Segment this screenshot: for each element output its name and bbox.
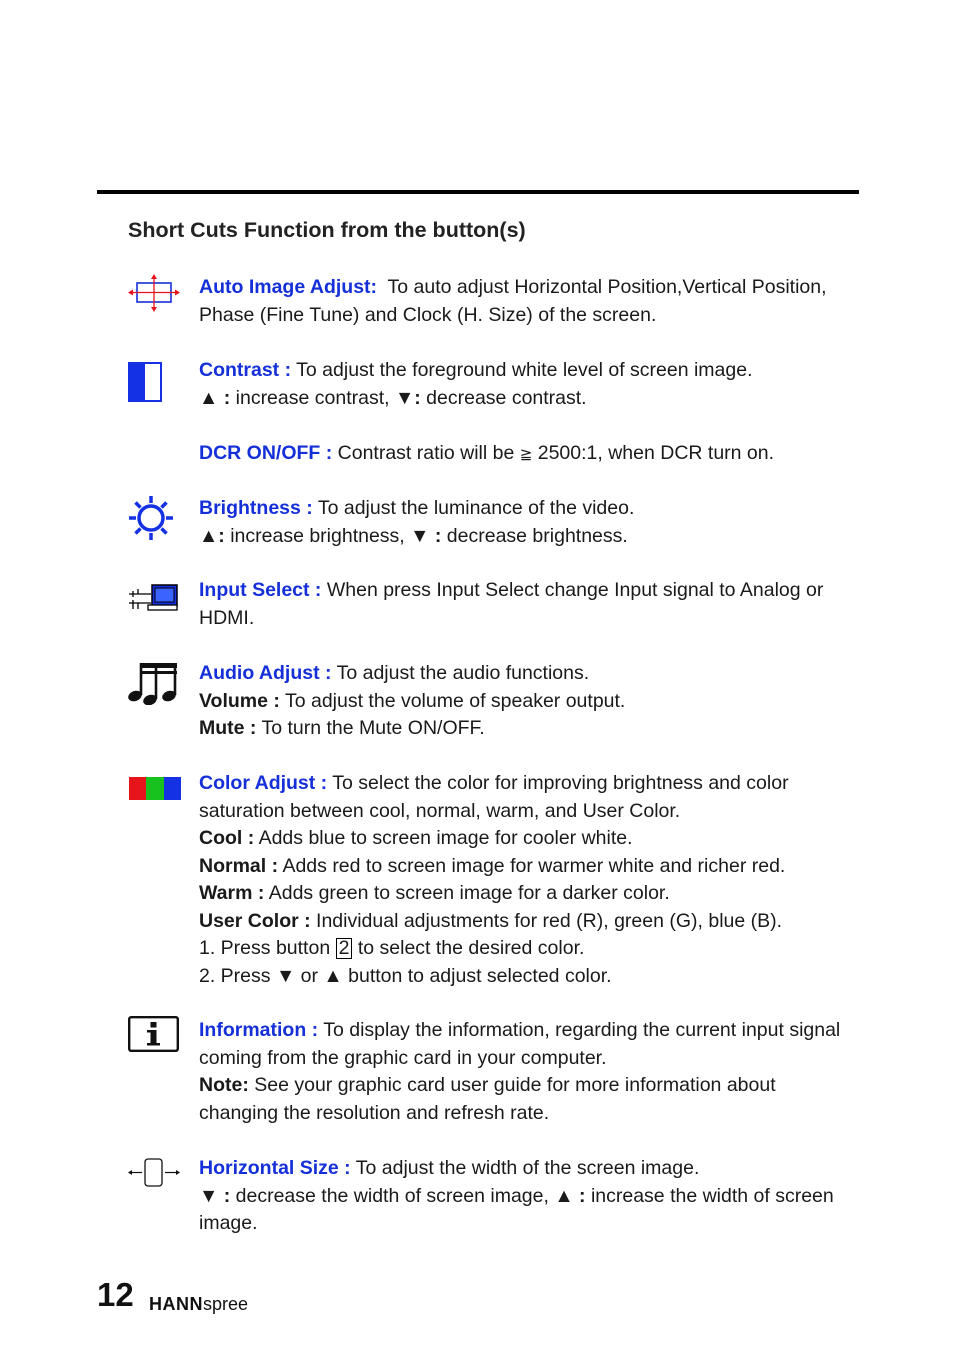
contrast-section xyxy=(199,357,889,412)
dcr-title: DCR ON/OFF : xyxy=(199,442,333,464)
brightness-text: To adjust the luminance of the video. xyxy=(312,497,635,519)
brand-light-text: spree xyxy=(203,1294,249,1314)
brightness-up-text: increase brightness, xyxy=(224,524,411,547)
color-adjust-line2: saturation between cool, normal, warm, and User Color. xyxy=(199,799,681,822)
contrast-up-symbol: ▲ : xyxy=(199,386,231,409)
auto-adjust-icon xyxy=(127,274,181,312)
dcr-text-b: 2500:1, when DCR turn on. xyxy=(532,442,775,464)
volume-text: To adjust the volume of speaker output. xyxy=(279,689,626,712)
red-bar xyxy=(129,777,146,800)
user-color-label: User Color : xyxy=(199,909,311,932)
horizontal-size-line3: image. xyxy=(199,1212,258,1234)
auto-adjust-section xyxy=(199,274,889,329)
contrast-down-symbol: ▼: xyxy=(394,386,421,409)
contrast-icon xyxy=(128,362,162,402)
note-label: Note: xyxy=(199,1074,249,1096)
sun-icon xyxy=(127,494,175,542)
dcr-text-a: Contrast ratio will be xyxy=(332,442,520,464)
page-number: 12 xyxy=(97,1276,134,1313)
brand-logo xyxy=(149,1294,248,1315)
normal-text: Adds red to screen image for warmer white and richer red. xyxy=(278,854,786,877)
horizontal-size-text: To adjust the width of the screen image. xyxy=(350,1157,700,1179)
cool-label: Cool : xyxy=(199,827,255,849)
button-2-box: 2 xyxy=(336,938,353,959)
hsize-down-symbol: ▼ : xyxy=(199,1184,231,1207)
dcr-ge-symbol: ≧ xyxy=(519,446,533,463)
blue-bar xyxy=(164,777,181,800)
user-color-text: Individual adjustments for red (R), green (G), blue (B). xyxy=(310,909,783,932)
warm-text: Adds green to screen image for a darker color. xyxy=(264,882,670,904)
brightness-down-symbol: ▼ : xyxy=(410,524,442,547)
info-icon xyxy=(128,1016,179,1052)
mute-label: Mute : xyxy=(199,717,257,739)
volume-label: Volume : xyxy=(199,689,280,712)
rgb-bars-icon xyxy=(129,777,181,800)
input-select-icon xyxy=(127,583,179,613)
input-select-title: Input Select : xyxy=(199,579,322,601)
information-text: To display the information, regarding the current input signal xyxy=(318,1019,841,1041)
audio-text: To adjust the audio functions. xyxy=(331,662,590,684)
information-line2: coming from the graphic card in your computer. xyxy=(199,1046,607,1069)
hsize-down-text: decrease the width of screen image, xyxy=(230,1184,555,1207)
music-notes-icon xyxy=(127,659,179,705)
brand-bold-text: HANN xyxy=(149,1294,203,1314)
auto-adjust-text: To auto adjust Horizontal Position,Vertical Position, xyxy=(377,276,827,298)
brightness-section xyxy=(199,495,889,550)
auto-adjust-title: Auto Image Adjust: xyxy=(199,276,378,298)
cool-text: Adds blue to screen image for cooler white. xyxy=(254,827,633,849)
information-section xyxy=(199,1017,889,1127)
note-text: See your graphic card user guide for more information about xyxy=(248,1074,776,1096)
page-footer xyxy=(97,1276,249,1314)
information-line4: changing the resolution and refresh rate. xyxy=(199,1101,550,1124)
mute-text: To turn the Mute ON/OFF. xyxy=(256,717,485,739)
contrast-title: Contrast : xyxy=(199,359,292,381)
contrast-up-text: increase contrast, xyxy=(230,386,395,409)
input-select-text: When press Input Select change Input signal to Analog or xyxy=(321,579,824,601)
contrast-text: To adjust the foreground white level of screen image. xyxy=(291,359,753,381)
input-select-section xyxy=(199,577,889,632)
auto-adjust-line2: Phase (Fine Tune) and Clock (H. Size) of the screen. xyxy=(199,303,657,326)
color-adjust-title: Color Adjust : xyxy=(199,772,328,794)
warm-label: Warm : xyxy=(199,882,265,904)
normal-label: Normal : xyxy=(199,854,279,877)
top-rule xyxy=(97,190,859,194)
horizontal-size-title: Horizontal Size : xyxy=(199,1157,351,1179)
page-heading: Short Cuts Function from the button(s) xyxy=(128,218,526,242)
green-bar xyxy=(146,777,164,800)
color-adjust-section xyxy=(199,770,889,990)
step2-text: 2. Press ▼ or ▲ button to adjust selected color. xyxy=(199,964,612,987)
dcr-section xyxy=(199,440,889,469)
brightness-down-text: decrease brightness. xyxy=(441,524,628,547)
brightness-up-symbol: ▲: xyxy=(199,524,225,547)
audio-title: Audio Adjust : xyxy=(199,662,332,684)
audio-section xyxy=(199,660,889,743)
hsize-up-text: increase the width of screen xyxy=(585,1184,834,1207)
hsize-up-symbol: ▲ : xyxy=(554,1184,586,1207)
input-select-line2: HDMI. xyxy=(199,606,255,629)
horizontal-size-section xyxy=(199,1155,889,1238)
information-title: Information : xyxy=(199,1019,319,1041)
step1-text-a: 1. Press button xyxy=(199,937,336,959)
color-adjust-text: To select the color for improving brightness and color xyxy=(327,772,789,794)
contrast-down-text: decrease contrast. xyxy=(420,386,587,409)
horizontal-size-icon xyxy=(127,1157,181,1189)
brightness-title: Brightness : xyxy=(199,497,313,519)
step1-text-b: to select the desired color. xyxy=(352,937,585,959)
